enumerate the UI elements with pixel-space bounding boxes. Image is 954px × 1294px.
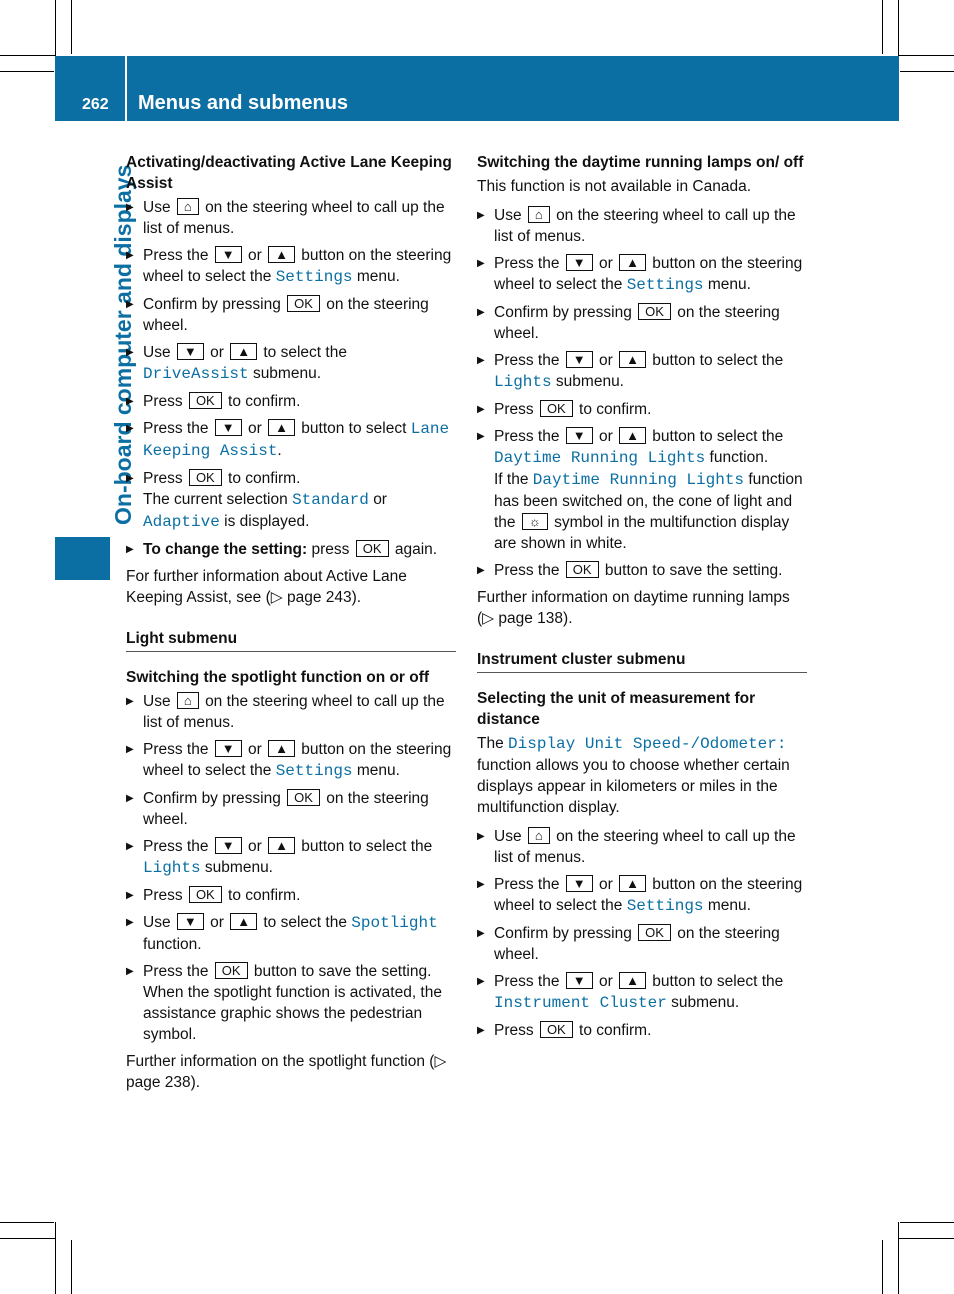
page-number: 262: [82, 96, 109, 113]
ok-key: OK: [287, 295, 320, 312]
list-item: ▶ Press the ▼ or ▲ button on the steering wheel to select the Settings menu.: [126, 739, 456, 782]
crop-mark: [900, 1222, 954, 1223]
ok-key: OK: [638, 303, 671, 320]
ok-key: OK: [356, 540, 389, 557]
home-icon: ⌂: [528, 827, 550, 844]
menu-name: Daytime Running Lights: [532, 471, 745, 489]
home-icon: ⌂: [528, 206, 550, 223]
crop-mark: [55, 0, 56, 56]
up-arrow-icon: ▲: [230, 343, 257, 360]
right-column: [477, 152, 807, 1047]
list-item: ▶ Press OK to confirm. The current selection Standard or Adaptive is displayed.: [126, 468, 456, 533]
menu-name: Daytime Running Lights: [494, 449, 706, 467]
list-item: ▶ Press the OK button to save the setting. When the spotlight function is activated, the assistance graphic shows the pedestrian symbol.: [126, 961, 456, 1045]
crop-mark: [55, 1222, 56, 1294]
list-item: ▶ Press OK to confirm.: [126, 885, 456, 906]
list-item: ▶ Confirm by pressing OK on the steering wheel.: [126, 294, 456, 336]
list-item: ▶ Use ▼ or ▲ to select the DriveAssist submenu.: [126, 342, 456, 385]
crop-mark: [0, 1238, 56, 1239]
crop-mark: [898, 0, 899, 56]
section-heading: Switching the daytime running lamps on/ off: [477, 154, 804, 171]
section-subheading: Selecting the unit of measurement for distance: [477, 690, 756, 728]
page-title: Menus and submenus: [138, 92, 349, 114]
list-item: ▶ Use ⌂ on the steering wheel to call up the list of menus.: [126, 691, 456, 733]
down-arrow-icon: ▼: [215, 419, 242, 436]
list-item: ▶ Use ⌂ on the steering wheel to call up the list of menus.: [477, 826, 807, 868]
chapter-tab: [55, 537, 110, 580]
crop-mark: [0, 55, 56, 56]
note-text: For further information about Active Lane Keeping Assist, see (▷ page 243).: [126, 568, 407, 606]
crop-mark: [898, 1238, 954, 1239]
left-column: [126, 152, 456, 1101]
ok-key: OK: [540, 1021, 573, 1038]
list-item: ▶ Confirm by pressing OK on the steering wheel.: [477, 302, 807, 344]
down-arrow-icon: ▼: [177, 913, 204, 930]
crop-mark: [900, 71, 954, 72]
list-item: ▶ Use ▼ or ▲ to select the Spotlight function.: [126, 912, 456, 955]
ok-key: OK: [287, 789, 320, 806]
function-name: Display Unit Speed-/Odometer:: [508, 735, 787, 753]
up-arrow-icon: ▲: [230, 913, 257, 930]
down-arrow-icon: ▼: [215, 837, 242, 854]
menu-name: Settings: [626, 897, 704, 915]
down-arrow-icon: ▼: [566, 427, 593, 444]
ok-key: OK: [638, 924, 671, 941]
ok-key: OK: [215, 962, 248, 979]
ok-key: OK: [189, 886, 222, 903]
list-item: ▶ Press the ▼ or ▲ button to select the Lights submenu.: [477, 350, 807, 393]
list-item: ▶ Press the ▼ or ▲ button on the steering wheel to select the Settings menu.: [477, 253, 807, 296]
down-arrow-icon: ▼: [566, 972, 593, 989]
page-header: [55, 56, 899, 121]
header-divider: [125, 56, 127, 121]
menu-name: Spotlight: [351, 914, 438, 932]
menu-name: Lights: [143, 859, 201, 877]
crop-mark: [882, 0, 883, 54]
ok-key: OK: [189, 392, 222, 409]
list-item: ▶ To change the setting: press OK again.: [126, 539, 456, 560]
ok-key: OK: [566, 561, 599, 578]
section-subheading: Switching the spotlight function on or off: [126, 669, 430, 686]
down-arrow-icon: ▼: [215, 246, 242, 263]
up-arrow-icon: ▲: [619, 254, 646, 271]
crop-mark: [0, 1222, 54, 1223]
home-icon: ⌂: [177, 692, 199, 709]
down-arrow-icon: ▼: [215, 740, 242, 757]
crop-mark: [0, 71, 54, 72]
ok-key: OK: [540, 400, 573, 417]
up-arrow-icon: ▲: [268, 740, 295, 757]
list-item: ▶ Press OK to confirm.: [477, 399, 807, 420]
intro-text: The Display Unit Speed-/Odometer: function allows you to choose whether certain displays appear in kilometers or miles in the multifunction display.: [477, 735, 790, 816]
option-name: Standard: [292, 491, 369, 509]
up-arrow-icon: ▲: [619, 972, 646, 989]
down-arrow-icon: ▼: [177, 343, 204, 360]
crop-mark: [898, 55, 954, 56]
section-heading: Instrument cluster submenu: [477, 649, 807, 673]
up-arrow-icon: ▲: [619, 427, 646, 444]
menu-name: Settings: [626, 276, 704, 294]
option-name: Adaptive: [143, 513, 220, 531]
crop-mark: [882, 1240, 883, 1294]
light-icon: ☼: [522, 513, 548, 530]
list-item: ▶ Use ⌂ on the steering wheel to call up the list of menus.: [126, 197, 456, 239]
list-item: ▶ Press OK to confirm.: [126, 391, 456, 412]
menu-name: Lights: [494, 373, 552, 391]
menu-name: Settings: [275, 762, 353, 780]
menu-name: Lane Keeping Assist: [143, 420, 450, 460]
list-item: ▶ Confirm by pressing OK on the steering wheel.: [477, 923, 807, 965]
menu-name: DriveAssist: [143, 365, 249, 383]
list-item: ▶ Press the ▼ or ▲ button on the steering wheel to select the Settings menu.: [477, 874, 807, 917]
note-text: Further information on the spotlight function (▷ page 238).: [126, 1053, 447, 1091]
up-arrow-icon: ▲: [268, 837, 295, 854]
down-arrow-icon: ▼: [566, 351, 593, 368]
list-item: ▶ Press the ▼ or ▲ button on the steering wheel to select the Settings menu.: [126, 245, 456, 288]
list-item: ▶ Use ⌂ on the steering wheel to call up the list of menus.: [477, 205, 807, 247]
down-arrow-icon: ▼: [566, 875, 593, 892]
menu-name: Settings: [275, 268, 353, 286]
home-icon: ⌂: [177, 198, 199, 215]
up-arrow-icon: ▲: [268, 419, 295, 436]
list-item: ▶ Press the ▼ or ▲ button to select the Lights submenu.: [126, 836, 456, 879]
note-text: Further information on daytime running lamps (▷ page 138).: [477, 589, 790, 627]
ok-key: OK: [189, 469, 222, 486]
list-item: ▶ Press the ▼ or ▲ button to select Lane Keeping Assist.: [126, 418, 456, 462]
list-item: ▶ Confirm by pressing OK on the steering wheel.: [126, 788, 456, 830]
section-heading: Activating/deactivating Active Lane Keeping Assist: [126, 154, 452, 192]
up-arrow-icon: ▲: [268, 246, 295, 263]
section-heading: Light submenu: [126, 628, 456, 652]
chapter-label: On-board computer and displays: [110, 164, 136, 525]
crop-mark: [71, 1240, 72, 1294]
list-item: ▶ Press the OK button to save the setting.: [477, 560, 807, 581]
intro-text: This function is not available in Canada.: [477, 178, 751, 195]
up-arrow-icon: ▲: [619, 875, 646, 892]
menu-name: Instrument Cluster: [494, 994, 667, 1012]
up-arrow-icon: ▲: [619, 351, 646, 368]
crop-mark: [71, 0, 72, 54]
list-item: ▶ Press OK to confirm.: [477, 1020, 807, 1041]
list-item: ▶ Press the ▼ or ▲ button to select the Instrument Cluster submenu.: [477, 971, 807, 1014]
down-arrow-icon: ▼: [566, 254, 593, 271]
crop-mark: [898, 1222, 899, 1294]
list-item: ▶ Press the ▼ or ▲ button to select the Daytime Running Lights function. If the Daytime Running Lights function has been switched on, the cone of light and the ☼ symbol in the multifunction display are shown in white.: [477, 426, 807, 554]
